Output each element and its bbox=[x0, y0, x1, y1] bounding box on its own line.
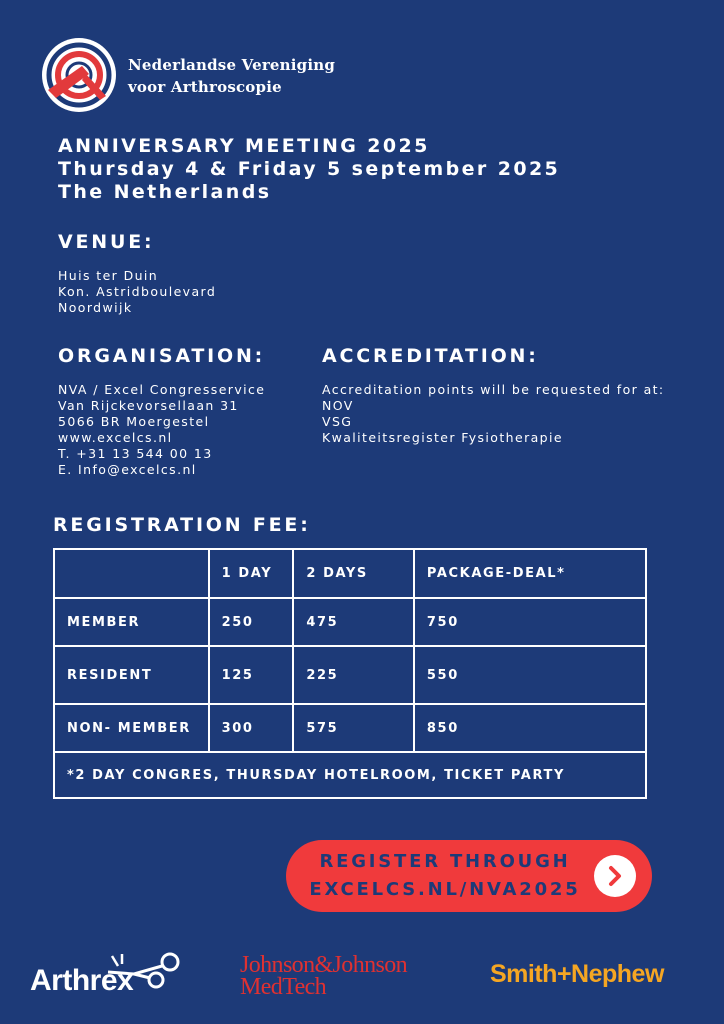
table-row bbox=[54, 598, 646, 646]
organisation-phone: T. +31 13 544 00 13 bbox=[58, 446, 213, 461]
table-row bbox=[54, 646, 646, 704]
jnj-wordmark: Johnson&Johnson bbox=[240, 952, 408, 978]
table-cell: 750 bbox=[414, 598, 646, 646]
table-cell: 125 bbox=[209, 646, 294, 704]
registration-heading: REGISTRATION FEE: bbox=[53, 514, 311, 536]
table-header-cell: PACKAGE-DEAL* bbox=[414, 549, 646, 598]
org-name bbox=[128, 54, 335, 98]
table-footnote: *2 DAY CONGRES, THURSDAY HOTELROOM, TICKET PARTY bbox=[54, 752, 646, 798]
org-name-line2: voor Arthroscopie bbox=[128, 78, 282, 96]
venue-heading: VENUE: bbox=[58, 231, 155, 253]
table-cell: NON- MEMBER bbox=[54, 704, 209, 752]
organisation-details bbox=[58, 382, 265, 478]
table-cell: 850 bbox=[414, 704, 646, 752]
venue-line: Noordwijk bbox=[58, 300, 133, 315]
chevron-right-icon[interactable] bbox=[594, 855, 636, 897]
accreditation-line: Kwaliteitsregister Fysiotherapie bbox=[322, 430, 563, 445]
accreditation-heading: ACCREDITATION: bbox=[322, 345, 539, 367]
table-cell: MEMBER bbox=[54, 598, 209, 646]
accreditation-line: VSG bbox=[322, 414, 353, 429]
meeting-country: The Netherlands bbox=[58, 181, 272, 203]
nva-logo-icon bbox=[42, 38, 116, 112]
organisation-line: Van Rijckevorsellaan 31 bbox=[58, 398, 239, 413]
accreditation-line: Accreditation points will be requested for at: bbox=[322, 382, 665, 397]
venue-line: Huis ter Duin bbox=[58, 268, 159, 283]
accreditation-details bbox=[322, 382, 665, 446]
register-button-label bbox=[306, 848, 584, 904]
table-header-cell: 1 DAY bbox=[209, 549, 294, 598]
organisation-email[interactable]: E. Info@excelcs.nl bbox=[58, 462, 197, 477]
smith-nephew-logo: Smith+Nephew bbox=[490, 960, 664, 988]
table-header-cell: 2 DAYS bbox=[293, 549, 414, 598]
jnj-medtech: MedTech bbox=[240, 974, 327, 1000]
table-header-cell bbox=[54, 549, 209, 598]
register-button[interactable] bbox=[286, 840, 652, 912]
organisation-line: NVA / Excel Congresservice bbox=[58, 382, 266, 397]
organisation-line: 5066 BR Moergestel bbox=[58, 414, 210, 429]
table-cell: RESIDENT bbox=[54, 646, 209, 704]
table-cell: 575 bbox=[293, 704, 414, 752]
arthrex-logo bbox=[30, 950, 186, 1000]
table-cell: 225 bbox=[293, 646, 414, 704]
accreditation-line: NOV bbox=[322, 398, 354, 413]
org-name-line1: Nederlandse Vereniging bbox=[128, 56, 336, 74]
table-cell: 550 bbox=[414, 646, 646, 704]
register-line1: REGISTER THROUGH bbox=[319, 851, 571, 872]
organisation-heading: ORGANISATION: bbox=[58, 345, 266, 367]
table-cell: 300 bbox=[209, 704, 294, 752]
venue-line: Kon. Astridboulevard bbox=[58, 284, 217, 299]
arthrex-wordmark: Arthrex bbox=[30, 964, 134, 997]
register-line2: EXCELCS.NL/NVA2025 bbox=[309, 879, 581, 900]
venue-details bbox=[58, 268, 216, 316]
meeting-dates: Thursday 4 & Friday 5 september 2025 bbox=[58, 158, 561, 180]
table-footnote-row bbox=[54, 752, 646, 798]
table-cell: 250 bbox=[209, 598, 294, 646]
fee-table bbox=[53, 548, 647, 799]
jnj-medtech-logo bbox=[240, 954, 407, 998]
organisation-website[interactable]: www.excelcs.nl bbox=[58, 430, 173, 445]
table-cell: 475 bbox=[293, 598, 414, 646]
meeting-title: ANNIVERSARY MEETING 2025 bbox=[58, 135, 430, 157]
meeting-info bbox=[58, 135, 560, 204]
table-row bbox=[54, 704, 646, 752]
table-header-row bbox=[54, 549, 646, 598]
